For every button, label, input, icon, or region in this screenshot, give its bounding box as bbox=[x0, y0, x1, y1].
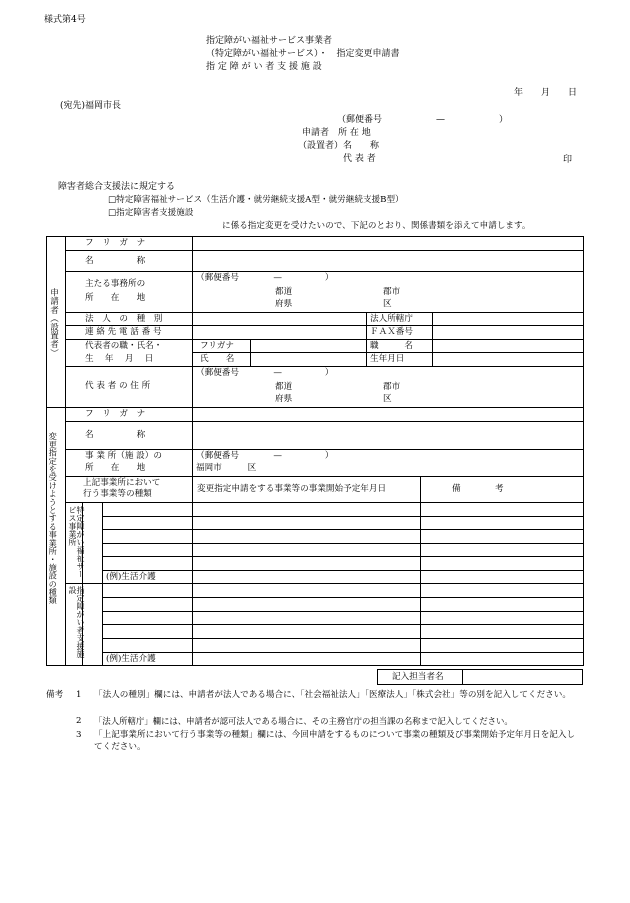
office-city-2: 区 bbox=[383, 299, 392, 309]
office-address-label-2: 所 在 地 bbox=[85, 293, 146, 303]
furigana-label: フ リ ガ ナ bbox=[85, 238, 146, 248]
title-line-1: 指定障がい福祉サービス事業者 bbox=[206, 36, 333, 46]
law-line-1: 障害者総合支援法に規定する bbox=[58, 182, 176, 192]
rep-address-label: 代 表 者 の 住 所 bbox=[85, 381, 151, 391]
law-line-2: に係る指定変更を受けたいので、下記のとおり、関係書類を添えて申請します。 bbox=[222, 221, 531, 231]
facility-address-label-2: 所 在 地 bbox=[85, 463, 146, 473]
note-1: 「法人の種別」欄には、申請者が法人である場合に、「社会福祉法人」「医療法人」「株式会社」等の別を記入してください。 bbox=[94, 690, 571, 700]
rep-title-label: 職 名 bbox=[370, 341, 413, 351]
facility-city: 福岡市 区 bbox=[196, 463, 257, 473]
rep-birth-label: 生年月日 bbox=[370, 354, 405, 364]
law-option-1[interactable]: □特定障害福祉サービス（生活介護・就労継続支援A型・就労継続支援B型） bbox=[108, 195, 404, 205]
note-2-number: 2 bbox=[76, 716, 82, 726]
facility-name-label: 名 称 bbox=[85, 430, 146, 440]
corp-authority-label: 法人所轄庁 bbox=[370, 314, 413, 324]
applicant-postal: （郵便番号 — ） bbox=[337, 115, 509, 125]
date-line: 年 月 日 bbox=[514, 88, 578, 98]
remarks-header: 備 考 bbox=[452, 484, 504, 494]
addressee: (宛先)福岡市長 bbox=[60, 101, 122, 111]
law-option-2[interactable]: □指定障害者支援施設 bbox=[108, 208, 194, 218]
fax-label: ＦＡＸ番号 bbox=[370, 327, 413, 337]
office-todofuken-2: 府県 bbox=[275, 299, 293, 309]
rep-postal: （郵便番号 — ） bbox=[196, 368, 334, 378]
rep-city-2: 区 bbox=[383, 394, 392, 404]
office-address-label-1: 主たる事務所の bbox=[85, 279, 146, 289]
note-1-number: 1 bbox=[76, 690, 82, 700]
group-specific-services-label: 特定障がい福祉サービス事業所 bbox=[68, 506, 85, 578]
services-label-2: 行う事業等の種類 bbox=[83, 489, 152, 499]
rep-name-label: 氏 名 bbox=[200, 354, 235, 364]
note-3-number: 3 bbox=[76, 730, 82, 740]
form-number: 様式第4号 bbox=[44, 15, 86, 25]
applicant-name-label: （設置者）名 称 bbox=[298, 141, 380, 151]
note-2: 「法人所轄庁」欄には、申請者が認可法人である場合に、その主務官庁の担当課の名称まで記入してください。 bbox=[94, 716, 513, 726]
office-city-1: 郡市 bbox=[383, 287, 401, 297]
title-line-3: 指 定 障 が い 者 支 援 施 設 bbox=[206, 62, 322, 72]
section-applicant-label: 申請者（設置者） bbox=[48, 288, 59, 357]
notes-head: 備考 bbox=[46, 690, 64, 700]
facility-furigana-label: フ リ ガ ナ bbox=[85, 409, 146, 419]
office-todofuken-1: 都道 bbox=[275, 287, 293, 297]
applicant-address-label: 申請者 所 在 地 bbox=[302, 128, 371, 138]
example-row-1: (例)生活介護 bbox=[106, 572, 156, 582]
facility-address-label-1: 事 業 所（施 設）の bbox=[85, 451, 162, 461]
group-support-facility-label: 指定障がい者支援施設 bbox=[68, 586, 85, 658]
rep-furigana-label: フリガナ bbox=[200, 341, 234, 351]
seal-mark: 印 bbox=[563, 155, 573, 165]
rep-label-1: 代表者の職・氏名・ bbox=[85, 341, 163, 351]
facility-postal: （郵便番号 — ） bbox=[196, 451, 334, 461]
title-line-2: （特定障がい福祉サービス）・ 指定変更申請書 bbox=[206, 49, 400, 59]
services-label-1: 上記事業所において bbox=[83, 478, 161, 488]
note-3: 「上記事業所において行う事業等の種類」欄には、今回申請をするものについて事業の種類及び事業開始予定年月日を記入してください。 bbox=[94, 730, 576, 752]
office-postal: （郵便番号 — ） bbox=[196, 273, 334, 283]
example-row-2: (例)生活介護 bbox=[106, 654, 156, 664]
applicant-rep-label: 代 表 者 bbox=[343, 154, 376, 164]
start-date-header: 変更指定申請をする事業等の事業開始予定年月日 bbox=[197, 484, 387, 494]
corp-type-label: 法 人 の 種 別 bbox=[85, 314, 163, 324]
rep-city-1: 郡市 bbox=[383, 382, 401, 392]
rep-label-2: 生 年 月 日 bbox=[85, 354, 154, 364]
rep-todofuken-2: 府県 bbox=[275, 394, 293, 404]
phone-label: 連 絡 先 電 話 番 号 bbox=[85, 327, 162, 337]
section-facility-label: 変更指定を受けようとする事業所・施設の種類 bbox=[48, 432, 59, 605]
rep-todofuken-1: 都道 bbox=[275, 382, 293, 392]
recorder-label: 記入担当者名 bbox=[392, 672, 444, 682]
name-label: 名 称 bbox=[85, 256, 146, 266]
